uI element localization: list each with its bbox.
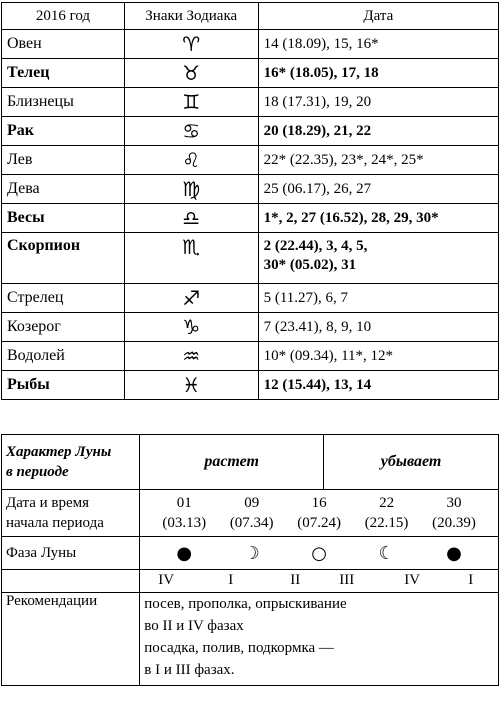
sign-dates	[258, 204, 498, 233]
sign-dates	[258, 59, 498, 88]
new-moon-icon: ○	[311, 542, 327, 564]
recommendations-label: Рекомендации	[2, 593, 140, 686]
roman-cell	[140, 570, 499, 593]
moon-header-row	[2, 435, 499, 490]
sign-dates	[258, 30, 498, 59]
sign-dates	[258, 117, 498, 146]
zodiac-symbol-icon: ♈︎	[124, 30, 258, 59]
zodiac-row	[2, 88, 499, 117]
moon-table	[1, 434, 499, 686]
dates-line: 30* (05.02), 31	[263, 257, 357, 273]
sign-dates	[258, 88, 498, 117]
header-sign: Знаки Зодиака	[124, 3, 258, 30]
phase-number: I	[468, 572, 474, 588]
phase-number: III	[339, 572, 355, 588]
sign-name: Дева	[2, 175, 125, 204]
sign-dates	[258, 233, 498, 284]
period-date	[152, 493, 216, 533]
zodiac-row	[2, 175, 499, 204]
sign-dates	[258, 313, 498, 342]
dates-line: 5 (11.27), 6, 7	[263, 289, 349, 306]
zodiac-symbol-icon: ♊︎	[124, 88, 258, 117]
zodiac-header-row	[2, 3, 499, 30]
period-day: 09	[244, 495, 260, 511]
sign-name: Овен	[2, 30, 125, 59]
zodiac-row	[2, 146, 499, 175]
last-quarter-icon: ☾	[378, 542, 395, 564]
period-date	[355, 493, 419, 533]
period-time: (07.24)	[297, 515, 341, 531]
zodiac-row	[2, 371, 499, 400]
sign-name: Скорпион	[2, 233, 125, 284]
dates-line: 10* (09.34), 11*, 12*	[263, 347, 394, 364]
period-day: 30	[446, 495, 462, 511]
recommendation-line: посев, прополка, опрыскивание	[144, 596, 347, 612]
zodiac-row	[2, 204, 499, 233]
dates-line: 16* (18.05), 17, 18	[263, 64, 379, 81]
dates-line: 20 (18.29), 21, 22	[263, 122, 372, 139]
zodiac-symbol-icon: ♉︎	[124, 59, 258, 88]
sign-name: Весы	[2, 204, 125, 233]
zodiac-row	[2, 284, 499, 313]
period-date	[220, 493, 284, 533]
recommendation-line: посадка, полив, подкормка —	[144, 640, 334, 656]
sign-name: Рак	[2, 117, 125, 146]
phase-icons	[144, 543, 494, 564]
zodiac-symbol-icon: ♐︎	[124, 284, 258, 313]
moon-character-label	[2, 435, 140, 490]
zodiac-symbol-icon: ♓︎	[124, 371, 258, 400]
phase-numbers	[140, 570, 498, 592]
sign-dates	[258, 371, 498, 400]
zodiac-symbol-icon: ♒︎	[124, 342, 258, 371]
sign-dates	[258, 284, 498, 313]
phase-number: I	[228, 572, 234, 588]
recommendation-line: во II и IV фазах	[144, 618, 244, 634]
sign-name: Стрелец	[2, 284, 125, 313]
zodiac-row	[2, 30, 499, 59]
full-moon-icon: ●	[446, 542, 462, 564]
phase-number: IV	[404, 572, 421, 588]
zodiac-row	[2, 117, 499, 146]
period-time: (20.39)	[432, 515, 476, 531]
zodiac-symbol-icon: ♎︎	[124, 204, 258, 233]
period-time: (03.13)	[162, 515, 207, 531]
recommendations-row	[2, 593, 499, 686]
zodiac-table	[1, 2, 499, 400]
sign-name: Рыбы	[2, 371, 125, 400]
dates-line: 12 (15.44), 13, 14	[263, 376, 372, 393]
dates-line: 18 (17.31), 19, 20	[263, 93, 372, 110]
phase-icons-cell	[140, 537, 499, 570]
phase-number: IV	[158, 572, 175, 588]
recommendations-text	[140, 593, 499, 686]
sign-name: Близнецы	[2, 88, 125, 117]
dates-line: 22* (22.35), 23*, 24*, 25*	[263, 151, 424, 168]
zodiac-symbol-icon: ♑︎	[124, 313, 258, 342]
period-time: (22.15)	[364, 515, 409, 531]
waning-label: убывает	[324, 435, 499, 490]
phase-number: II	[290, 572, 301, 588]
header-date: Дата	[258, 3, 498, 30]
zodiac-symbol-icon: ♍︎	[124, 175, 258, 204]
moon-dates-row	[2, 490, 499, 537]
moon-title-line1: Характер Луны	[6, 444, 112, 460]
dates-line: 14 (18.09), 15, 16*	[263, 35, 379, 52]
sign-dates	[258, 146, 498, 175]
period-date	[422, 493, 486, 533]
dates-label-line1: Дата и время	[6, 495, 90, 511]
recommendation-line: в I и III фазах.	[144, 662, 235, 678]
full-moon-icon: ●	[176, 542, 193, 564]
zodiac-symbol-icon: ♌︎	[124, 146, 258, 175]
period-date	[287, 493, 351, 533]
roman-empty-cell	[2, 570, 140, 593]
sign-dates	[258, 342, 498, 371]
sign-dates	[258, 175, 498, 204]
dates-line: 7 (23.41), 8, 9, 10	[263, 318, 372, 335]
sign-name: Лев	[2, 146, 125, 175]
sign-name: Телец	[2, 59, 125, 88]
period-dates	[144, 493, 494, 533]
dates-cell	[140, 490, 499, 537]
zodiac-row	[2, 313, 499, 342]
period-day: 22	[379, 495, 395, 511]
dates-line: 2 (22.44), 3, 4, 5,	[263, 238, 368, 254]
dates-label-line2: начала периода	[6, 515, 104, 531]
zodiac-rows	[2, 30, 499, 400]
zodiac-symbol-icon: ♏︎	[124, 233, 258, 284]
phase-label: Фаза Луны	[2, 537, 140, 570]
period-day: 16	[311, 495, 327, 511]
dates-label	[2, 490, 140, 537]
moon-phase-row	[2, 537, 499, 570]
growing-label: растет	[140, 435, 324, 490]
zodiac-symbol-icon: ♋︎	[124, 117, 258, 146]
zodiac-row	[2, 233, 499, 284]
period-day: 01	[176, 495, 192, 511]
dates-line: 1*, 2, 27 (16.52), 28, 29, 30*	[263, 209, 439, 226]
sign-name: Водолей	[2, 342, 125, 371]
zodiac-row	[2, 342, 499, 371]
header-year: 2016 год	[2, 3, 125, 30]
period-time: (07.34)	[229, 515, 274, 531]
dates-line: 25 (06.17), 26, 27	[263, 180, 372, 197]
moon-title-line2: в периоде	[6, 464, 69, 480]
first-quarter-icon: ☽	[243, 542, 260, 564]
moon-roman-row	[2, 570, 499, 593]
zodiac-row	[2, 59, 499, 88]
sign-name: Козерог	[2, 313, 125, 342]
